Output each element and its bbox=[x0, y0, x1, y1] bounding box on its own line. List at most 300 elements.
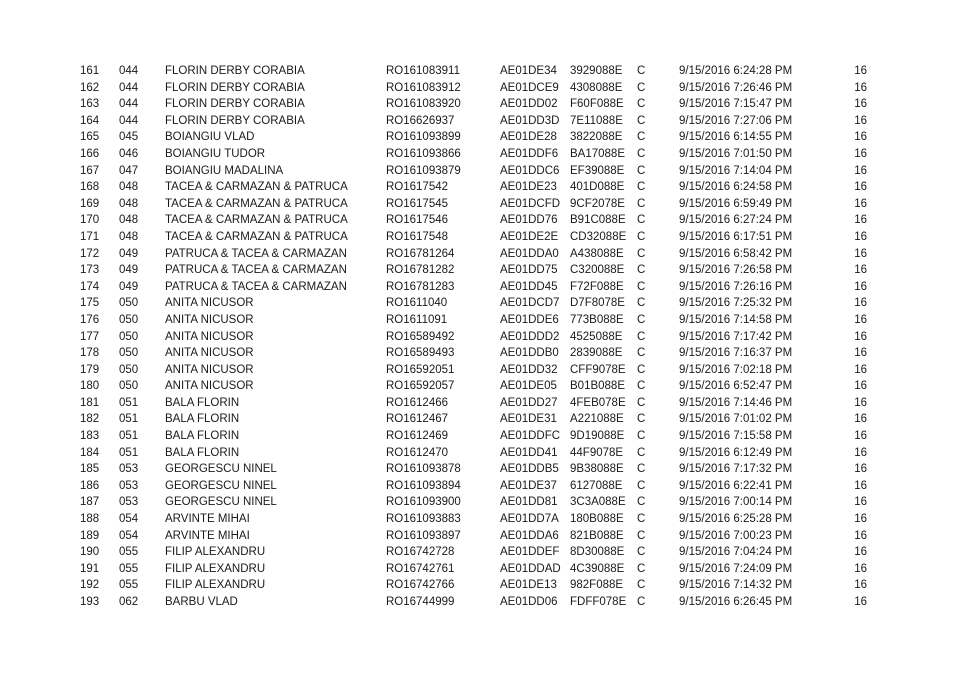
owner-code: 049 bbox=[119, 264, 139, 277]
hex-code: C320088E bbox=[570, 264, 625, 277]
table-row bbox=[0, 229, 960, 246]
row-number: 173 bbox=[80, 264, 100, 277]
hex-code: F60F088E bbox=[570, 98, 624, 111]
ring-number: RO1617548 bbox=[386, 230, 449, 243]
hex-code: D7F8078E bbox=[570, 297, 625, 310]
count-value: 16 bbox=[854, 247, 867, 260]
results-table bbox=[0, 63, 960, 611]
ring-number: RO161093894 bbox=[386, 479, 461, 492]
owner-name: GEORGESCU NINEL bbox=[165, 479, 277, 492]
row-number: 164 bbox=[80, 114, 100, 127]
owner-name: BOIANGIU TUDOR bbox=[165, 147, 266, 160]
owner-name: FILIP ALEXANDRU bbox=[165, 546, 266, 559]
hex-code: A221088E bbox=[570, 413, 624, 426]
hex-code: 4308088E bbox=[570, 81, 623, 94]
flag: C bbox=[637, 81, 646, 94]
row-number: 189 bbox=[80, 529, 100, 542]
flag: C bbox=[637, 230, 646, 243]
row-number: 191 bbox=[80, 562, 100, 575]
row-number: 182 bbox=[80, 413, 100, 426]
table-row bbox=[0, 511, 960, 528]
flag: C bbox=[637, 546, 646, 559]
row-number: 170 bbox=[80, 214, 100, 227]
flag: C bbox=[637, 164, 646, 177]
hex-code: CFF9078E bbox=[570, 363, 626, 376]
ring-number: RO1612467 bbox=[386, 413, 449, 426]
owner-code: 044 bbox=[119, 98, 139, 111]
ring-number: RO1612469 bbox=[386, 430, 449, 443]
hex-code: 401D088E bbox=[570, 181, 625, 194]
hex-code: 3929088E bbox=[570, 65, 623, 77]
ring-number: RO16592057 bbox=[386, 380, 455, 393]
count-value: 16 bbox=[854, 363, 867, 376]
flag: C bbox=[637, 380, 646, 393]
table-row bbox=[0, 395, 960, 412]
hex-code: 9D19088E bbox=[570, 430, 625, 443]
arrival-time: 9/15/2016 7:02:18 PM bbox=[679, 363, 793, 376]
count-value: 16 bbox=[854, 164, 867, 177]
table-row bbox=[0, 345, 960, 362]
owner-code: 051 bbox=[119, 430, 139, 443]
table-row bbox=[0, 494, 960, 511]
chip-id: AE01DE37 bbox=[500, 479, 557, 492]
owner-name: FILIP ALEXANDRU bbox=[165, 579, 266, 592]
table-row bbox=[0, 63, 960, 80]
row-number: 180 bbox=[80, 380, 100, 393]
owner-code: 044 bbox=[119, 65, 139, 77]
flag: C bbox=[637, 214, 646, 227]
ring-number: RO161083912 bbox=[386, 81, 461, 94]
ring-number: RO1611091 bbox=[386, 313, 448, 326]
chip-id: AE01DD41 bbox=[500, 446, 558, 459]
flag: C bbox=[637, 430, 646, 443]
flag: C bbox=[637, 579, 646, 592]
count-value: 16 bbox=[854, 396, 867, 409]
owner-code: 051 bbox=[119, 413, 139, 426]
ring-number: RO161093897 bbox=[386, 529, 461, 542]
ring-number: RO1611040 bbox=[386, 297, 448, 310]
table-row bbox=[0, 362, 960, 379]
ring-number: RO1617546 bbox=[386, 214, 449, 227]
owner-code: 054 bbox=[119, 529, 139, 542]
chip-id: AE01DE05 bbox=[500, 380, 557, 393]
owner-code: 051 bbox=[119, 396, 139, 409]
hex-code: 3C3A088E bbox=[570, 496, 626, 509]
owner-name: BALA FLORIN bbox=[165, 413, 240, 426]
arrival-time: 9/15/2016 7:15:47 PM bbox=[679, 98, 793, 111]
ring-number: RO161093878 bbox=[386, 463, 461, 476]
table-row bbox=[0, 411, 960, 428]
flag: C bbox=[637, 313, 646, 326]
flag: C bbox=[637, 280, 646, 293]
chip-id: AE01DDD2 bbox=[500, 330, 560, 343]
arrival-time: 9/15/2016 7:17:42 PM bbox=[679, 330, 793, 343]
flag: C bbox=[637, 446, 646, 459]
chip-id: AE01DD76 bbox=[500, 214, 558, 227]
chip-id: AE01DD27 bbox=[500, 396, 558, 409]
count-value: 16 bbox=[854, 562, 867, 575]
hex-code: 821B088E bbox=[570, 529, 624, 542]
owner-code: 050 bbox=[119, 330, 139, 343]
owner-code: 050 bbox=[119, 347, 139, 360]
arrival-time: 9/15/2016 7:26:46 PM bbox=[679, 81, 793, 94]
arrival-time: 9/15/2016 7:01:02 PM bbox=[679, 413, 793, 426]
row-number: 183 bbox=[80, 430, 100, 443]
table-row bbox=[0, 378, 960, 395]
owner-name: PATRUCA & TACEA & CARMAZAN bbox=[165, 264, 347, 277]
flag: C bbox=[637, 463, 646, 476]
hex-code: 44F9078E bbox=[570, 446, 624, 459]
flag: C bbox=[637, 147, 646, 160]
table-row bbox=[0, 262, 960, 279]
chip-id: AE01DE28 bbox=[500, 131, 557, 144]
arrival-time: 9/15/2016 7:04:24 PM bbox=[679, 546, 793, 559]
chip-id: AE01DD02 bbox=[500, 98, 558, 111]
hex-code: BA17088E bbox=[570, 147, 625, 160]
count-value: 16 bbox=[854, 380, 867, 393]
owner-name: GEORGESCU NINEL bbox=[165, 496, 277, 509]
chip-id: AE01DCE9 bbox=[500, 81, 559, 94]
arrival-time: 9/15/2016 7:27:06 PM bbox=[679, 114, 793, 127]
table-row bbox=[0, 179, 960, 196]
row-number: 161 bbox=[80, 65, 100, 77]
ring-number: RO161093866 bbox=[386, 147, 461, 160]
hex-code: EF39088E bbox=[570, 164, 625, 177]
chip-id: AE01DDC6 bbox=[500, 164, 560, 177]
chip-id: AE01DD81 bbox=[500, 496, 558, 509]
chip-id: AE01DE34 bbox=[500, 65, 557, 77]
owner-name: FLORIN DERBY CORABIA bbox=[165, 98, 305, 111]
owner-code: 048 bbox=[119, 230, 139, 243]
chip-id: AE01DDF6 bbox=[500, 147, 559, 160]
table-row bbox=[0, 212, 960, 229]
owner-name: ANITA NICUSOR bbox=[165, 330, 254, 343]
arrival-time: 9/15/2016 6:22:41 PM bbox=[679, 479, 793, 492]
count-value: 16 bbox=[854, 546, 867, 559]
arrival-time: 9/15/2016 6:24:28 PM bbox=[679, 65, 793, 77]
count-value: 16 bbox=[854, 264, 867, 277]
table-row bbox=[0, 163, 960, 180]
flag: C bbox=[637, 596, 646, 608]
ring-number: RO161093900 bbox=[386, 496, 461, 509]
flag: C bbox=[637, 114, 646, 127]
count-value: 16 bbox=[854, 596, 867, 608]
owner-name: BALA FLORIN bbox=[165, 430, 240, 443]
owner-name: ARVINTE MIHAI bbox=[165, 513, 250, 526]
table-row bbox=[0, 594, 960, 611]
arrival-time: 9/15/2016 6:26:45 PM bbox=[679, 596, 793, 608]
arrival-time: 9/15/2016 7:14:58 PM bbox=[679, 313, 793, 326]
owner-name: ARVINTE MIHAI bbox=[165, 529, 250, 542]
owner-code: 054 bbox=[119, 513, 139, 526]
hex-code: 9B38088E bbox=[570, 463, 624, 476]
ring-number: RO16592051 bbox=[386, 363, 455, 376]
row-number: 168 bbox=[80, 181, 100, 194]
table-row bbox=[0, 544, 960, 561]
row-number: 177 bbox=[80, 330, 100, 343]
arrival-time: 9/15/2016 6:58:42 PM bbox=[679, 247, 793, 260]
owner-name: TACEA & CARMAZAN & PATRUCA bbox=[165, 214, 348, 227]
flag: C bbox=[637, 363, 646, 376]
owner-code: 050 bbox=[119, 380, 139, 393]
owner-code: 055 bbox=[119, 579, 139, 592]
count-value: 16 bbox=[854, 463, 867, 476]
arrival-time: 9/15/2016 6:52:47 PM bbox=[679, 380, 793, 393]
owner-name: PATRUCA & TACEA & CARMAZAN bbox=[165, 247, 347, 260]
ring-number: RO16744999 bbox=[386, 596, 455, 608]
owner-code: 044 bbox=[119, 81, 139, 94]
chip-id: AE01DE2E bbox=[500, 230, 559, 243]
table-row bbox=[0, 113, 960, 130]
flag: C bbox=[637, 562, 646, 575]
flag: C bbox=[637, 297, 646, 310]
table-row bbox=[0, 196, 960, 213]
arrival-time: 9/15/2016 7:24:09 PM bbox=[679, 562, 793, 575]
arrival-time: 9/15/2016 7:01:50 PM bbox=[679, 147, 793, 160]
owner-name: BALA FLORIN bbox=[165, 446, 240, 459]
owner-name: PATRUCA & TACEA & CARMAZAN bbox=[165, 280, 347, 293]
chip-id: AE01DDA6 bbox=[500, 529, 559, 542]
owner-code: 051 bbox=[119, 446, 139, 459]
table-row bbox=[0, 428, 960, 445]
chip-id: AE01DD75 bbox=[500, 264, 558, 277]
count-value: 16 bbox=[854, 330, 867, 343]
owner-name: GEORGESCU NINEL bbox=[165, 463, 277, 476]
owner-name: TACEA & CARMAZAN & PATRUCA bbox=[165, 230, 348, 243]
owner-code: 046 bbox=[119, 147, 139, 160]
count-value: 16 bbox=[854, 347, 867, 360]
arrival-time: 9/15/2016 7:00:23 PM bbox=[679, 529, 793, 542]
chip-id: AE01DD3D bbox=[500, 114, 560, 127]
arrival-time: 9/15/2016 6:24:58 PM bbox=[679, 181, 793, 194]
hex-code: 7E11088E bbox=[570, 114, 623, 127]
flag: C bbox=[637, 529, 646, 542]
ring-number: RO161083911 bbox=[386, 65, 460, 77]
row-number: 190 bbox=[80, 546, 100, 559]
row-number: 175 bbox=[80, 297, 100, 310]
count-value: 16 bbox=[854, 413, 867, 426]
table-row bbox=[0, 445, 960, 462]
count-value: 16 bbox=[854, 114, 867, 127]
owner-name: ANITA NICUSOR bbox=[165, 297, 254, 310]
arrival-time: 9/15/2016 7:14:04 PM bbox=[679, 164, 793, 177]
count-value: 16 bbox=[854, 181, 867, 194]
ring-number: RO16781264 bbox=[386, 247, 455, 260]
row-number: 181 bbox=[80, 396, 100, 409]
hex-code: B01B088E bbox=[570, 380, 625, 393]
owner-name: ANITA NICUSOR bbox=[165, 363, 254, 376]
chip-id: AE01DE31 bbox=[500, 413, 557, 426]
ring-number: RO16742761 bbox=[386, 562, 455, 575]
table-row bbox=[0, 295, 960, 312]
flag: C bbox=[637, 513, 646, 526]
owner-name: BALA FLORIN bbox=[165, 396, 240, 409]
hex-code: 982F088E bbox=[570, 579, 624, 592]
row-number: 166 bbox=[80, 147, 100, 160]
flag: C bbox=[637, 65, 646, 77]
arrival-time: 9/15/2016 6:25:28 PM bbox=[679, 513, 793, 526]
flag: C bbox=[637, 247, 646, 260]
row-number: 184 bbox=[80, 446, 100, 459]
row-number: 163 bbox=[80, 98, 100, 111]
ring-number: RO161093899 bbox=[386, 131, 461, 144]
hex-code: 4C39088E bbox=[570, 562, 625, 575]
chip-id: AE01DD45 bbox=[500, 280, 558, 293]
table-row bbox=[0, 80, 960, 97]
table-row bbox=[0, 246, 960, 263]
count-value: 16 bbox=[854, 98, 867, 111]
owner-code: 047 bbox=[119, 164, 139, 177]
flag: C bbox=[637, 330, 646, 343]
row-number: 186 bbox=[80, 479, 100, 492]
row-number: 165 bbox=[80, 131, 100, 144]
hex-code: 8D30088E bbox=[570, 546, 625, 559]
flag: C bbox=[637, 413, 646, 426]
ring-number: RO1617542 bbox=[386, 181, 449, 194]
row-number: 176 bbox=[80, 313, 100, 326]
count-value: 16 bbox=[854, 230, 867, 243]
arrival-time: 9/15/2016 7:00:14 PM bbox=[679, 496, 793, 509]
owner-name: BOIANGIU MADALINA bbox=[165, 164, 284, 177]
chip-id: AE01DDA0 bbox=[500, 247, 559, 260]
arrival-time: 9/15/2016 7:17:32 PM bbox=[679, 463, 793, 476]
ring-number: RO16589493 bbox=[386, 347, 455, 360]
hex-code: B91C088E bbox=[570, 214, 626, 227]
table-row bbox=[0, 96, 960, 113]
count-value: 16 bbox=[854, 513, 867, 526]
arrival-time: 9/15/2016 7:25:32 PM bbox=[679, 297, 793, 310]
table-row bbox=[0, 461, 960, 478]
chip-id: AE01DDEF bbox=[500, 546, 560, 559]
owner-name: ANITA NICUSOR bbox=[165, 313, 254, 326]
hex-code: CD32088E bbox=[570, 230, 627, 243]
chip-id: AE01DDB5 bbox=[500, 463, 559, 476]
owner-name: ANITA NICUSOR bbox=[165, 380, 254, 393]
count-value: 16 bbox=[854, 479, 867, 492]
table-row bbox=[0, 312, 960, 329]
row-number: 171 bbox=[80, 230, 100, 243]
hex-code: 2839088E bbox=[570, 347, 623, 360]
row-number: 174 bbox=[80, 280, 100, 293]
count-value: 16 bbox=[854, 529, 867, 542]
owner-code: 053 bbox=[119, 463, 139, 476]
owner-code: 049 bbox=[119, 280, 139, 293]
ring-number: RO16626937 bbox=[386, 114, 455, 127]
row-number: 178 bbox=[80, 347, 100, 360]
owner-name: FLORIN DERBY CORABIA bbox=[165, 114, 305, 127]
chip-id: AE01DDAD bbox=[500, 562, 561, 575]
owner-name: TACEA & CARMAZAN & PATRUCA bbox=[165, 197, 348, 210]
owner-code: 053 bbox=[119, 479, 139, 492]
row-number: 179 bbox=[80, 363, 100, 376]
owner-code: 050 bbox=[119, 313, 139, 326]
arrival-time: 9/15/2016 7:15:58 PM bbox=[679, 430, 793, 443]
arrival-time: 9/15/2016 7:14:46 PM bbox=[679, 396, 793, 409]
count-value: 16 bbox=[854, 131, 867, 144]
flag: C bbox=[637, 496, 646, 509]
row-number: 192 bbox=[80, 579, 100, 592]
table-row bbox=[0, 279, 960, 296]
arrival-time: 9/15/2016 7:26:16 PM bbox=[679, 280, 793, 293]
flag: C bbox=[637, 264, 646, 277]
ring-number: RO16781282 bbox=[386, 264, 455, 277]
owner-name: FLORIN DERBY CORABIA bbox=[165, 81, 305, 94]
flag: C bbox=[637, 396, 646, 409]
chip-id: AE01DCFD bbox=[500, 197, 561, 210]
ring-number: RO1612470 bbox=[386, 446, 449, 459]
chip-id: AE01DCD7 bbox=[500, 297, 560, 310]
arrival-time: 9/15/2016 7:26:58 PM bbox=[679, 264, 793, 277]
ring-number: RO161093879 bbox=[386, 164, 461, 177]
row-number: 169 bbox=[80, 197, 100, 210]
owner-code: 044 bbox=[119, 114, 139, 127]
chip-id: AE01DE13 bbox=[500, 579, 557, 592]
count-value: 16 bbox=[854, 197, 867, 210]
table-row bbox=[0, 129, 960, 146]
count-value: 16 bbox=[854, 496, 867, 509]
count-value: 16 bbox=[854, 297, 867, 310]
arrival-time: 9/15/2016 6:27:24 PM bbox=[679, 214, 793, 227]
flag: C bbox=[637, 131, 646, 144]
owner-code: 045 bbox=[119, 131, 139, 144]
hex-code: 9CF2078E bbox=[570, 197, 625, 210]
ring-number: RO16742728 bbox=[386, 546, 455, 559]
count-value: 16 bbox=[854, 313, 867, 326]
arrival-time: 9/15/2016 6:59:49 PM bbox=[679, 197, 793, 210]
hex-code: FDFF078E bbox=[570, 596, 627, 608]
count-value: 16 bbox=[854, 579, 867, 592]
count-value: 16 bbox=[854, 430, 867, 443]
chip-id: AE01DD06 bbox=[500, 596, 558, 608]
owner-name: ANITA NICUSOR bbox=[165, 347, 254, 360]
chip-id: AE01DE23 bbox=[500, 181, 557, 194]
ring-number: RO16589492 bbox=[386, 330, 455, 343]
hex-code: 4525088E bbox=[570, 330, 623, 343]
hex-code: 4FEB078E bbox=[570, 396, 626, 409]
row-number: 193 bbox=[80, 596, 100, 608]
table-row bbox=[0, 561, 960, 578]
flag: C bbox=[637, 347, 646, 360]
hex-code: F72F088E bbox=[570, 280, 624, 293]
owner-code: 053 bbox=[119, 496, 139, 509]
table-row bbox=[0, 146, 960, 163]
chip-id: AE01DDE6 bbox=[500, 313, 559, 326]
table-row bbox=[0, 528, 960, 545]
hex-code: 773B088E bbox=[570, 313, 624, 326]
arrival-time: 9/15/2016 6:12:49 PM bbox=[679, 446, 793, 459]
count-value: 16 bbox=[854, 446, 867, 459]
chip-id: AE01DD7A bbox=[500, 513, 559, 526]
count-value: 16 bbox=[854, 214, 867, 227]
row-number: 187 bbox=[80, 496, 100, 509]
table-row bbox=[0, 478, 960, 495]
chip-id: AE01DD32 bbox=[500, 363, 558, 376]
arrival-time: 9/15/2016 6:17:51 PM bbox=[679, 230, 793, 243]
count-value: 16 bbox=[854, 280, 867, 293]
owner-code: 048 bbox=[119, 214, 139, 227]
table-row bbox=[0, 329, 960, 346]
count-value: 16 bbox=[854, 147, 867, 160]
owner-name: BOIANGIU VLAD bbox=[165, 131, 255, 144]
row-number: 167 bbox=[80, 164, 100, 177]
owner-name: BARBU VLAD bbox=[165, 596, 238, 608]
owner-code: 050 bbox=[119, 297, 139, 310]
flag: C bbox=[637, 479, 646, 492]
hex-code: 6127088E bbox=[570, 479, 623, 492]
flag: C bbox=[637, 181, 646, 194]
owner-code: 055 bbox=[119, 546, 139, 559]
ring-number: RO161083920 bbox=[386, 98, 461, 111]
